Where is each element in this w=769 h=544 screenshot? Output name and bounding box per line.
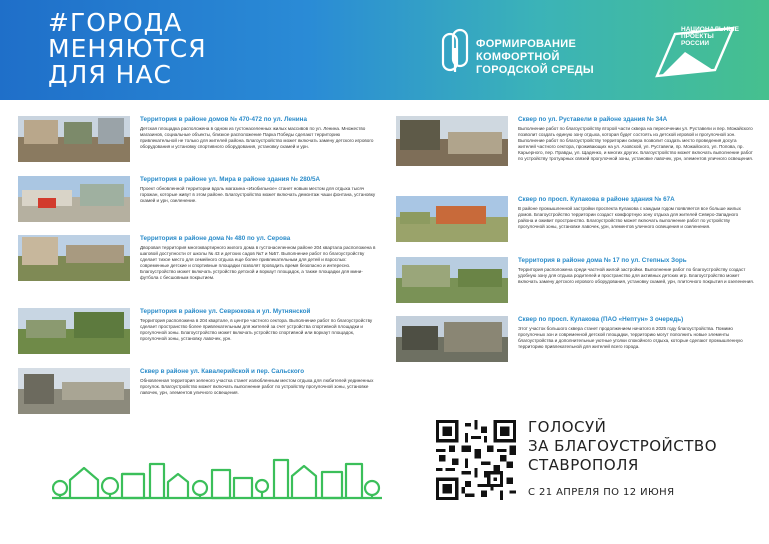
- territory-title: Территория в районе дома № 17 по ул. Степных Зорь: [518, 257, 687, 264]
- territory-photo: [396, 196, 508, 242]
- vote-call: [528, 418, 717, 475]
- territory-title: Сквер по просп. Кулакова в районе здания № 67А: [518, 196, 675, 203]
- territory-description: Территория расположена среди частной жилой застройки. Выполнение работ по благоустройству создаст удобную зону для отдыха родителей и пространство для активных детских игр. Благоустройство может включать замену детского игрового оборудования, установку скамей, урн, плиточного покрытия и озеленения.: [518, 267, 754, 284]
- vote-line: ЗА БЛАГОУСТРОЙСТВО: [528, 437, 718, 455]
- territory-photo: [396, 116, 508, 166]
- territory-title: Сквер по просп. Кулакова (ПАО «Нептун» 3 очередь): [518, 316, 684, 323]
- territory-photo: [396, 316, 508, 362]
- territory-description: Проект обновленной территории вдоль магазина «Изобильное» станет новым местом для отдыха тысяч горожан, которые живут в этом районе. Благоустройство может включать демонтаж чаши фонтана, установку скамей и урн, озеленение.: [140, 186, 376, 203]
- np-line: НАЦИОНАЛЬНЫЕ: [681, 26, 739, 33]
- territory-description: Обновленная территория зеленого участка станет излюбленным местом отдыха для любителей уединенных прогулок. Благоустройство может включать выполнение работ по устройству прогулочной зоны, установке лавочек, урн, элементов уличного освещения.: [140, 378, 374, 395]
- voting-dates: С 21 АПРЕЛЯ ПО 12 ИЮНЯ: [528, 487, 675, 498]
- np-line: РОССИИ: [681, 40, 710, 47]
- territory-description: Детская площадка расположена в одном из густонаселенных жилых массивов по ул. Ленина. Множество магазинов, социальные объекты, близкое расположение Парка Победы сделают территорию привлекательной не только для жителей района. Благоустройство может включать замену детского игрового оборудования и установку спортивного оборудования, установку скамей и урн.: [140, 126, 374, 149]
- header-banner: [0, 0, 769, 100]
- territory-title: Сквер в районе ул. Кавалерийской и пер. Сальского: [140, 368, 305, 375]
- territory-photo: [18, 235, 130, 281]
- hashtag-line: #ГОРОДА: [48, 8, 183, 37]
- program-line: КОМФОРТНОЙ: [476, 51, 560, 63]
- national-projects-text: [681, 26, 739, 47]
- territory-photo: [396, 257, 508, 303]
- territory-description: В районе промышленной застройки проспекта Кулакова с каждым годом появляется все больше жилых домов. Благоустройство территории создаст комфортную зону отдыха для жителей Северо-Западного района и оживит пространство. Благоустройство может включать выполнение работ по устройству прогулочной зоны, установке лавочек, урн, элементов уличного освещения и озеленения.: [518, 206, 741, 229]
- ffks-logo-icon: [440, 28, 470, 74]
- territory-photo: [18, 116, 130, 162]
- program-name: [476, 38, 594, 77]
- city-skyline-icon: [52, 452, 382, 502]
- territory-title: Сквер по ул. Руставели в районе здания № 34А: [518, 116, 668, 123]
- hashtag-line: ДЛЯ НАС: [48, 60, 173, 89]
- territory-description: Дворовая территория многоквартирного жилого дома в густонаселенном районе 204 квартала расположена в шаговой доступности от школы № 43 и детских садов №7 и №57. Выполнение работ по благоустройству сделает тихое место для семейного отдыха еще более привлекательным для детей и взрослых: современные детские и спортивные площадки позволят проводить время безопасно и интересно. Благоустройство может включать устройство детской и воркаут площадок, а также площадки для мини-футбола с бесшовным покрытием.: [140, 245, 376, 280]
- territory-description: Территория расположена в 204 квартале, в центре частного сектора. Выполнение работ по благоустройству сделает пространство более привлекательным для жителей за счет устройства спортивной площадки и прогулочной зоны. Благоустройство может включать устройство спортивной или воркаут площадок, прогулочной зоны, установку лавочек, урн.: [140, 318, 373, 341]
- territory-description: Этот участок большого сквера станет продолжением начатого в 2025 году благоустройства. Помимо прогулочных зон и современной детской площадки, территорию могут пополнить новые элементы благоустройства и дополнительные уютные уголки спокойного отдыха, которые сделают промышленную территорию привлекательной для жителей всего города.: [518, 326, 743, 349]
- qr-code-icon[interactable]: [436, 420, 516, 500]
- territory-title: Территория в районе ул. Севрюкова и ул. Мутнянской: [140, 308, 311, 315]
- territory-photo: [18, 176, 130, 222]
- territory-title: Территория в районе домов № 470-472 по ул. Ленина: [140, 116, 307, 123]
- territory-title: Территория в районе дома № 480 по ул. Серова: [140, 235, 291, 242]
- territory-title: Территория в районе ул. Мира в районе здания № 280/5А: [140, 176, 321, 183]
- vote-line: ГОЛОСУЙ: [528, 418, 607, 436]
- np-line: ПРОЕКТЫ: [681, 33, 714, 40]
- territory-photo: [18, 308, 130, 354]
- hashtag-title: [48, 10, 207, 88]
- hashtag-line: МЕНЯЮТСЯ: [48, 34, 207, 63]
- program-line: ГОРОДСКОЙ СРЕДЫ: [476, 64, 594, 76]
- vote-line: СТАВРОПОЛЯ: [528, 456, 639, 474]
- territory-description: Выполнение работ по благоустройству второй части сквера на пересечении ул. Руставели и пер. Можайского позволит создать единую зону отдыха, которая будет состоять из детской игровой и прогулочной зон. Выполнение работ по благоустройству территории сквера позволит создать место проведения досуга жителей частного сектора, проживающих на ул. Азовской, ул. Руставели, пр. Можайского, ул. Попова, пр. Карьерного, пер. Правды, ул. Щаденко, и многих других. Благоустройство может включать выполнение работ по устройству тротуарных связей прогулочной зоны, установке лавочек, урн, элементов уличного освещения.: [518, 126, 753, 161]
- program-line: ФОРМИРОВАНИЕ: [476, 38, 577, 50]
- territory-photo: [18, 368, 130, 414]
